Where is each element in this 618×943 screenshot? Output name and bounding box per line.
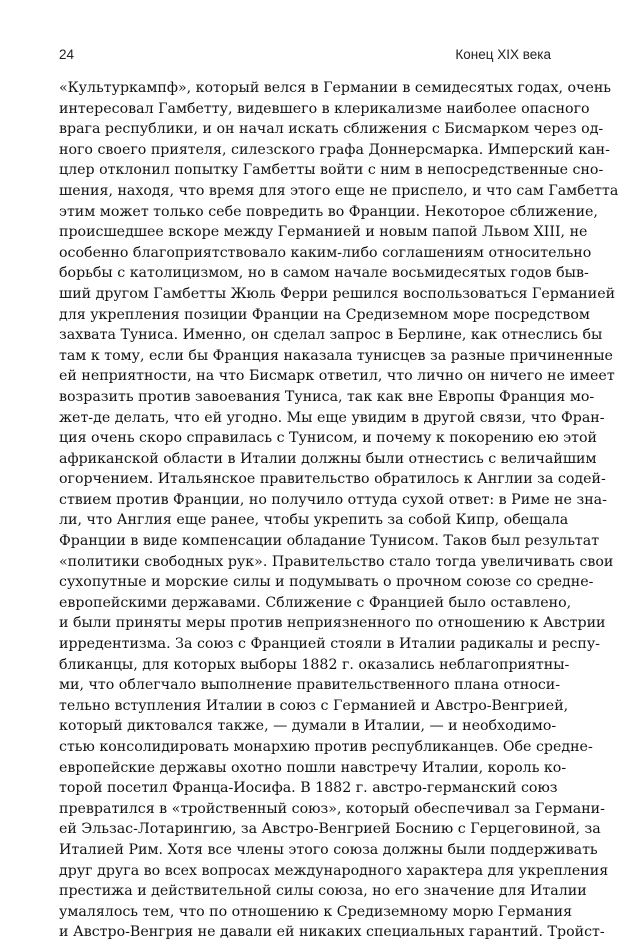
text-line: особенно благоприятствовало каким-либо соглашениям относительно	[59, 244, 592, 261]
text-line: ция очень скоро справилась с Тунисом, и почему к покорению ею этой	[59, 430, 598, 447]
text-line: интересовал Гамбетту, видевшего в клерикализме наиболее опасного	[59, 100, 590, 117]
text-line: для укрепления позиции Франции на Средиземном море посредством	[59, 306, 590, 323]
text-line: стью консолидировать монархию против республиканцев. Обе средне-	[59, 739, 593, 755]
text-line: сухопутные и морские силы и подумывать о прочном союзе со средне-	[59, 574, 594, 591]
text-line: огорчением. Итальянское правительство обратилось к Англии за содей-	[59, 471, 606, 488]
text-line: происшедшее вскоре между Германией и новым папой Львом XIII, не	[59, 224, 588, 241]
text-line: ли, что Англия еще ранее, чтобы укрепить за собой Кипр, обещала	[59, 512, 569, 529]
text-line: престижа и действительной силы союза, но его значение для Италии	[59, 883, 587, 900]
text-line: врага республики, и он начал искать сближения с Бисмарком через од-	[59, 121, 604, 138]
text-line: «политики свободных рук». Правительство стало тогда увеличивать свои	[59, 553, 614, 570]
running-title: Конец XIX века	[455, 47, 551, 62]
text-line: друг друга во всех вопросах международного характера для укрепления	[59, 862, 609, 879]
text-line: ствием против Франции, но получило оттуда сухой ответ: в Риме не зна-	[59, 491, 607, 508]
text-line: цлер отклонил попытку Гамбетты войти с ним в непосредственные сно-	[59, 162, 604, 179]
text-line: ирредентизма. За союз с Францией стояли в Италии радикалы и респу-	[59, 636, 600, 653]
text-line: борьбы с католицизмом, но в самом начале восьмидесятых годов быв-	[59, 265, 589, 282]
text-line: ей неприятности, на что Бисмарк ответил, что лично он ничего не имеет	[59, 368, 615, 385]
text-line: ей Эльзас-Лотарингию, за Австро-Венгрией Боснию с Герцеговиной, за	[59, 821, 601, 838]
text-line: который диктовался также, — думали в Италии, — и необходимо-	[59, 718, 557, 735]
text-line: торой посетил Франца-Иосифа. В 1882 г. австро-германский союз	[59, 780, 558, 797]
text-line: там к тому, если бы Франция наказала тунисцев за разные причиненные	[59, 347, 613, 364]
text-line: и были приняты меры против неприязненного по отношению к Австрии	[59, 615, 606, 632]
page-header	[59, 47, 551, 69]
text-line: шения, находя, что время для этого еще не приспело, и что сам Гамбетта	[59, 182, 618, 199]
text-line: тельно вступления Италии в союз с Германией и Австро-Венгрией,	[59, 697, 569, 714]
text-line: умалялось тем, что по отношению к Средиземному морю Германия	[59, 903, 573, 920]
text-line: африканской области в Италии должны были отнестись с величайшим	[59, 450, 597, 467]
text-line: «Культуркампф», который велся в Германии в семидесятых годах, очень	[59, 80, 612, 96]
text-line: возразить против завоевания Туниса, так как вне Европы Франция мо-	[59, 388, 595, 405]
text-line: европейскими державами. Сближение с Францией было оставлено,	[59, 594, 572, 611]
text-line: Италией Рим. Хотя все члены этого союза должны были поддерживать	[59, 841, 598, 858]
text-line: ного своего приятеля, силезского графа Доннерсмарка. Имперский кан-	[59, 141, 610, 158]
text-line: европейские державы охотно пошли навстречу Италии, король ко-	[59, 759, 567, 776]
text-line: и Австро-Венгрия не давали ей никаких специальных гарантий. Тройст-	[59, 924, 605, 941]
text-line: превратился в «тройственный союз», который обеспечивал за Германи-	[59, 800, 605, 817]
text-line: ми, что облегчало выполнение правительственного плана относи-	[59, 677, 561, 694]
text-line: жет-де делать, что ей угодно. Мы еще увидим в другой связи, что Фран-	[59, 409, 605, 426]
text-line: Франции в виде компенсации обладание Тунисом. Таков был результат	[59, 533, 600, 550]
page-number: 24	[59, 47, 75, 62]
text-line: захвата Туниса. Именно, он сделал запрос в Берлине, как отнеслись бы	[59, 327, 603, 344]
text-line: бликанцы, для которых выборы 1882 г. оказались неблагоприятны-	[59, 656, 570, 673]
body-text	[59, 78, 618, 943]
text-line: ший другом Гамбетты Жюль Ферри решился воспользоваться Германией	[59, 285, 616, 302]
text-line: этим может только себе повредить во Франции. Некоторое сближение,	[59, 203, 598, 220]
